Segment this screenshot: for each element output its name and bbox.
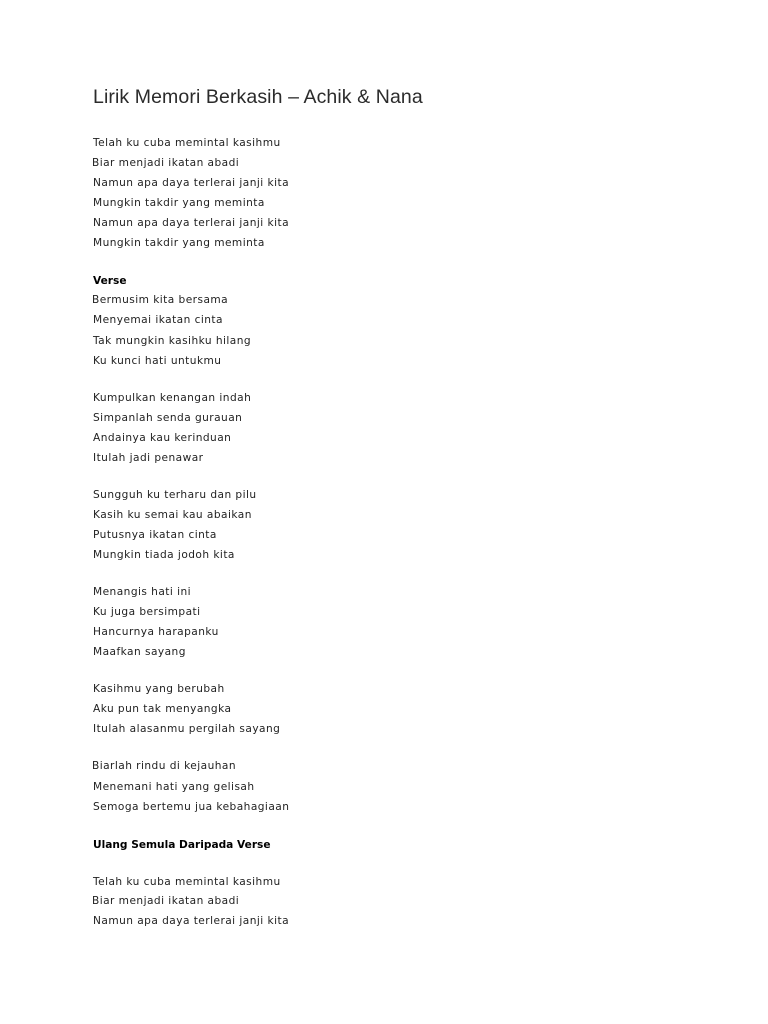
lyric-line: Bermusim kita bersama	[92, 294, 229, 306]
lyric-line: Ku kunci hati untukmu	[93, 355, 222, 367]
section-heading-repeat: Ulang Semula Daripada Verse	[93, 839, 271, 851]
lyric-line: Biar menjadi ikatan abadi	[92, 895, 240, 907]
lyric-line: Telah ku cuba memintal kasihmu	[93, 876, 281, 888]
lyric-line: Maafkan sayang	[93, 646, 186, 658]
lyric-line: Menemani hati yang gelisah	[93, 781, 255, 793]
lyric-line: Andainya kau kerinduan	[93, 432, 232, 444]
lyric-line: Kasihmu yang berubah	[93, 683, 225, 695]
lyric-line: Putusnya ikatan cinta	[93, 529, 217, 541]
lyric-line: Namun apa daya terlerai janji kita	[93, 915, 290, 927]
lyric-line: Menangis hati ini	[93, 586, 192, 598]
lyric-line: Menyemai ikatan cinta	[93, 314, 223, 326]
section-heading-verse: Verse	[93, 275, 127, 287]
lyric-line: Kasih ku semai kau abaikan	[93, 509, 252, 521]
lyric-line: Simpanlah senda gurauan	[93, 412, 243, 424]
page-title: Lirik Memori Berkasih – Achik & Nana	[93, 86, 423, 108]
lyric-line: Tak mungkin kasihku hilang	[93, 335, 252, 347]
lyric-line: Namun apa daya terlerai janji kita	[93, 217, 290, 229]
lyric-line: Itulah jadi penawar	[93, 452, 204, 464]
lyric-line: Mungkin tiada jodoh kita	[93, 549, 235, 561]
lyric-line: Itulah alasanmu pergilah sayang	[93, 723, 281, 735]
lyric-line: Biar menjadi ikatan abadi	[92, 157, 240, 169]
lyric-line: Namun apa daya terlerai janji kita	[93, 177, 290, 189]
lyric-line: Hancurnya harapanku	[93, 626, 219, 638]
lyric-line: Kumpulkan kenangan indah	[93, 392, 252, 404]
lyric-line: Semoga bertemu jua kebahagiaan	[93, 801, 290, 813]
lyric-line: Ku juga bersimpati	[93, 606, 201, 618]
lyric-line: Telah ku cuba memintal kasihmu	[93, 137, 281, 149]
lyric-line: Mungkin takdir yang meminta	[93, 237, 265, 249]
lyric-line: Mungkin takdir yang meminta	[93, 197, 265, 209]
lyric-line: Biarlah rindu di kejauhan	[92, 760, 237, 772]
lyric-line: Aku pun tak menyangka	[93, 703, 232, 715]
lyric-line: Sungguh ku terharu dan pilu	[93, 489, 257, 501]
